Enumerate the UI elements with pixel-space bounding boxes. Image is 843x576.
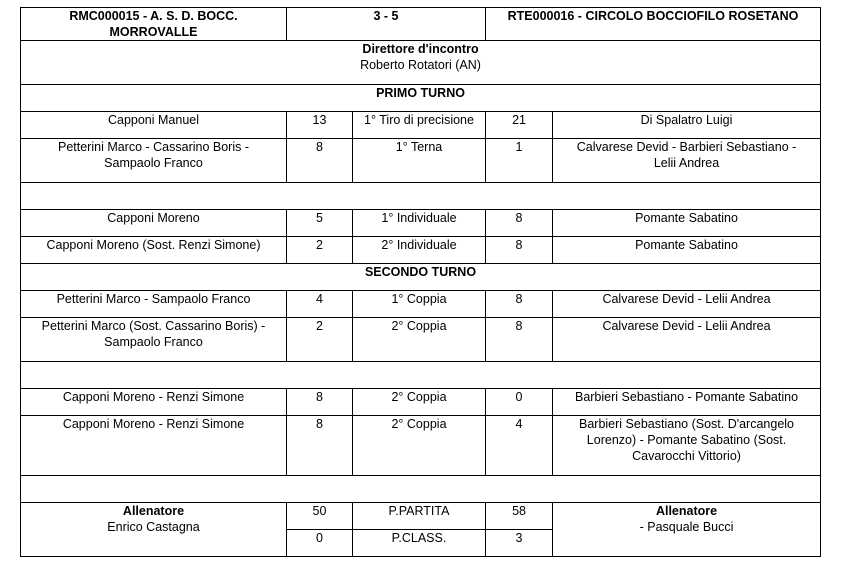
away-player: Pomante Sabatino [553,210,821,237]
away-player-line: Calvarese Devid - Barbieri Sebastiano - [576,140,797,154]
spacer-cell [21,362,821,389]
match-row [21,139,821,183]
away-score: 8 [486,318,553,362]
class-label: P.CLASS. [353,530,486,557]
home-player [21,318,287,362]
header-row [21,8,821,41]
match-score: 3 - 5 [287,8,486,41]
away-score: 4 [486,416,553,476]
home-player [21,139,287,183]
away-score: 8 [486,237,553,264]
home-player-line: Petterini Marco (Sost. Cassarino Boris) - [41,319,266,333]
away-score: 8 [486,210,553,237]
away-coach-label: Allenatore [655,504,718,518]
home-score: 8 [287,389,353,416]
round-title-row [21,264,821,291]
first-round-title: PRIMO TURNO [21,85,821,112]
spacer-cell [21,183,821,210]
away-player [553,139,821,183]
match-row [21,291,821,318]
match-row [21,112,821,139]
home-score: 8 [287,416,353,476]
footer-row-partita [21,503,821,530]
home-score: 2 [287,318,353,362]
away-score: 1 [486,139,553,183]
home-score: 13 [287,112,353,139]
away-player [553,416,821,476]
referee-cell [21,41,821,85]
home-coach-label: Allenatore [122,504,185,518]
home-score: 2 [287,237,353,264]
match-sheet-table [20,7,821,557]
event-name: 1° Coppia [353,291,486,318]
referee-name: Roberto Rotatori (AN) [360,58,481,72]
away-player: Di Spalatro Luigi [553,112,821,139]
home-score: 8 [287,139,353,183]
referee-row [21,41,821,85]
home-player: Capponi Moreno (Sost. Renzi Simone) [21,237,287,264]
home-score: 4 [287,291,353,318]
spacer-row [21,362,821,389]
home-player: Capponi Manuel [21,112,287,139]
home-player-line: Sampaolo Franco [104,156,203,170]
spacer-cell [21,476,821,503]
partita-away-points: 58 [486,503,553,530]
away-player: Barbieri Sebastiano - Pomante Sabatino [553,389,821,416]
partita-label: P.PARTITA [353,503,486,530]
away-player: Calvarese Devid - Lelii Andrea [553,291,821,318]
home-coach-name: Enrico Castagna [107,520,200,534]
class-home-points: 0 [287,530,353,557]
home-player: Capponi Moreno - Renzi Simone [21,416,287,476]
away-coach-name: - Pasquale Bucci [639,520,734,534]
home-coach-cell [21,503,287,557]
away-player-line: Lelii Andrea [653,156,720,170]
match-row [21,389,821,416]
away-score: 21 [486,112,553,139]
home-team-name: RMC000015 - A. S. D. BOCC. MORROVALLE [21,8,287,41]
away-team-name: RTE000016 - CIRCOLO BOCCIOFILO ROSETANO [486,8,821,41]
match-row [21,416,821,476]
round-title-row [21,85,821,112]
home-player-line: Sampaolo Franco [104,335,203,349]
away-player: Pomante Sabatino [553,237,821,264]
away-player: Calvarese Devid - Lelii Andrea [553,318,821,362]
match-row [21,318,821,362]
home-player: Capponi Moreno [21,210,287,237]
event-name: 1° Tiro di precisione [353,112,486,139]
spacer-row [21,476,821,503]
spacer-row [21,183,821,210]
event-name: 1° Individuale [353,210,486,237]
home-player: Capponi Moreno - Renzi Simone [21,389,287,416]
away-coach-cell [553,503,821,557]
class-away-points: 3 [486,530,553,557]
event-name: 2° Coppia [353,318,486,362]
home-player: Petterini Marco - Sampaolo Franco [21,291,287,318]
event-name: 1° Terna [353,139,486,183]
away-score: 0 [486,389,553,416]
home-score: 5 [287,210,353,237]
away-player-line: Barbieri Sebastiano (Sost. D'arcangelo [579,417,795,431]
second-round-title: SECONDO TURNO [21,264,821,291]
event-name: 2° Individuale [353,237,486,264]
match-row [21,210,821,237]
event-name: 2° Coppia [353,416,486,476]
home-player-line: Petterini Marco - Cassarino Boris - [57,140,250,154]
away-player-line: Lorenzo) - Pomante Sabatino (Sost. [586,433,787,447]
event-name: 2° Coppia [353,389,486,416]
away-player-line: Cavarocchi Vittorio) [632,449,741,463]
partita-home-points: 50 [287,503,353,530]
match-row [21,237,821,264]
away-score: 8 [486,291,553,318]
referee-label: Direttore d'incontro [362,42,479,56]
